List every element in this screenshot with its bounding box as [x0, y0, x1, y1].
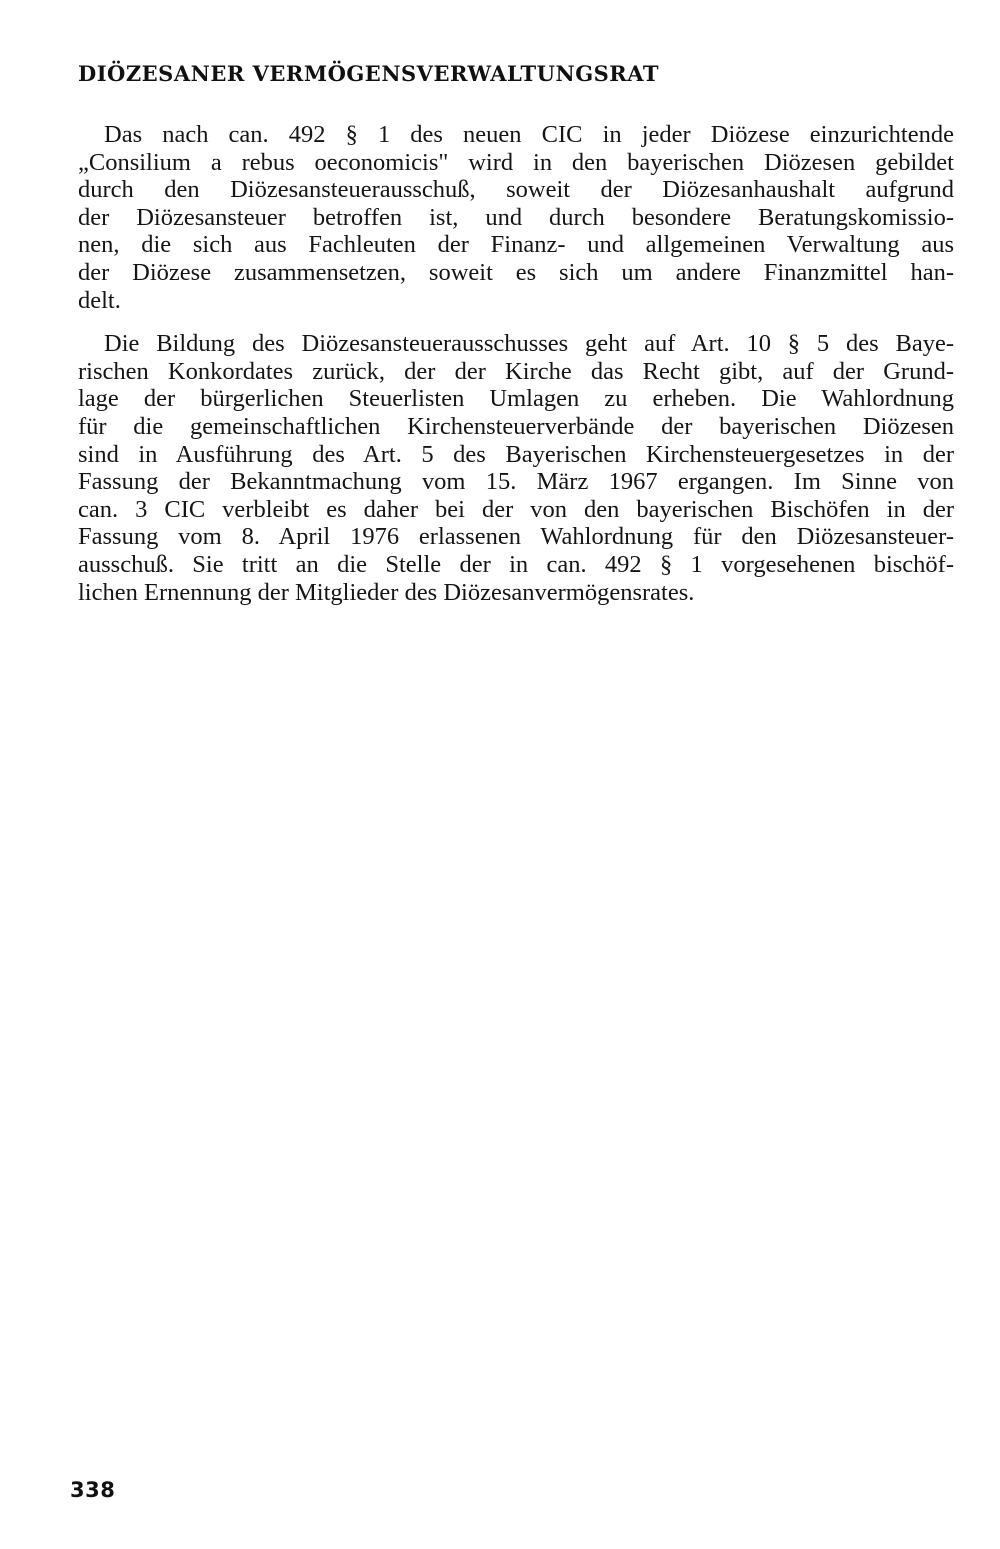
text-line: Das nach can. 492 § 1 des neuen CIC in jeder Diözese einzurichtende — [104, 121, 954, 148]
text-line: Fassung vom 8. April 1976 erlassenen Wahlordnung für den Diözesansteuer- — [78, 523, 954, 551]
text-line: der Diözese zusammensetzen, soweit es sich um andere Finanzmittel han- — [78, 258, 954, 286]
text-line: lage der bürgerlichen Steuerlisten Umlagen zu erheben. Die Wahlordnung — [78, 385, 954, 413]
text-line: lichen Ernennung der Mitglieder des Diözesanvermögensrates. — [78, 578, 695, 606]
text-line: „Consilium a rebus oeconomicis" wird in den bayerischen Diözesen gebildet — [78, 148, 954, 176]
page-number: 338 — [70, 1478, 116, 1502]
text-line: rischen Konkordates zurück, der der Kirche das Recht gibt, auf der Grund- — [78, 357, 954, 385]
text-line: ausschuß. Sie tritt an die Stelle der in can. 492 § 1 vorgesehenen bischöf- — [78, 550, 954, 578]
text-line: nen, die sich aus Fachleuten der Finanz- und allgemeinen Verwaltung aus — [78, 231, 954, 259]
text-line: der Diözesansteuer betroffen ist, und durch besondere Beratungskomissio- — [78, 203, 954, 231]
text-line: can. 3 CIC verbleibt es daher bei der von den bayerischen Bischöfen in der — [78, 495, 954, 523]
text-line: delt. — [78, 286, 121, 314]
section-heading: DIÖZESANER VERMÖGENSVERWALTUNGSRAT — [78, 61, 660, 86]
text-line: für die gemeinschaftlichen Kirchensteuerverbände der bayerischen Diözesen — [78, 412, 954, 440]
paragraph-2 — [78, 330, 954, 606]
body-text — [78, 121, 954, 606]
text-line: Fassung der Bekanntmachung vom 15. März 1967 ergangen. Im Sinne von — [78, 468, 954, 496]
text-line: sind in Ausführung des Art. 5 des Bayerischen Kirchensteuergesetzes in der — [78, 440, 954, 468]
paragraph-1 — [78, 121, 954, 314]
text-line: durch den Diözesansteuerausschuß, soweit der Diözesanhaushalt aufgrund — [78, 176, 954, 204]
text-line: Die Bildung des Diözesansteuerausschusses geht auf Art. 10 § 5 des Baye- — [104, 330, 954, 358]
